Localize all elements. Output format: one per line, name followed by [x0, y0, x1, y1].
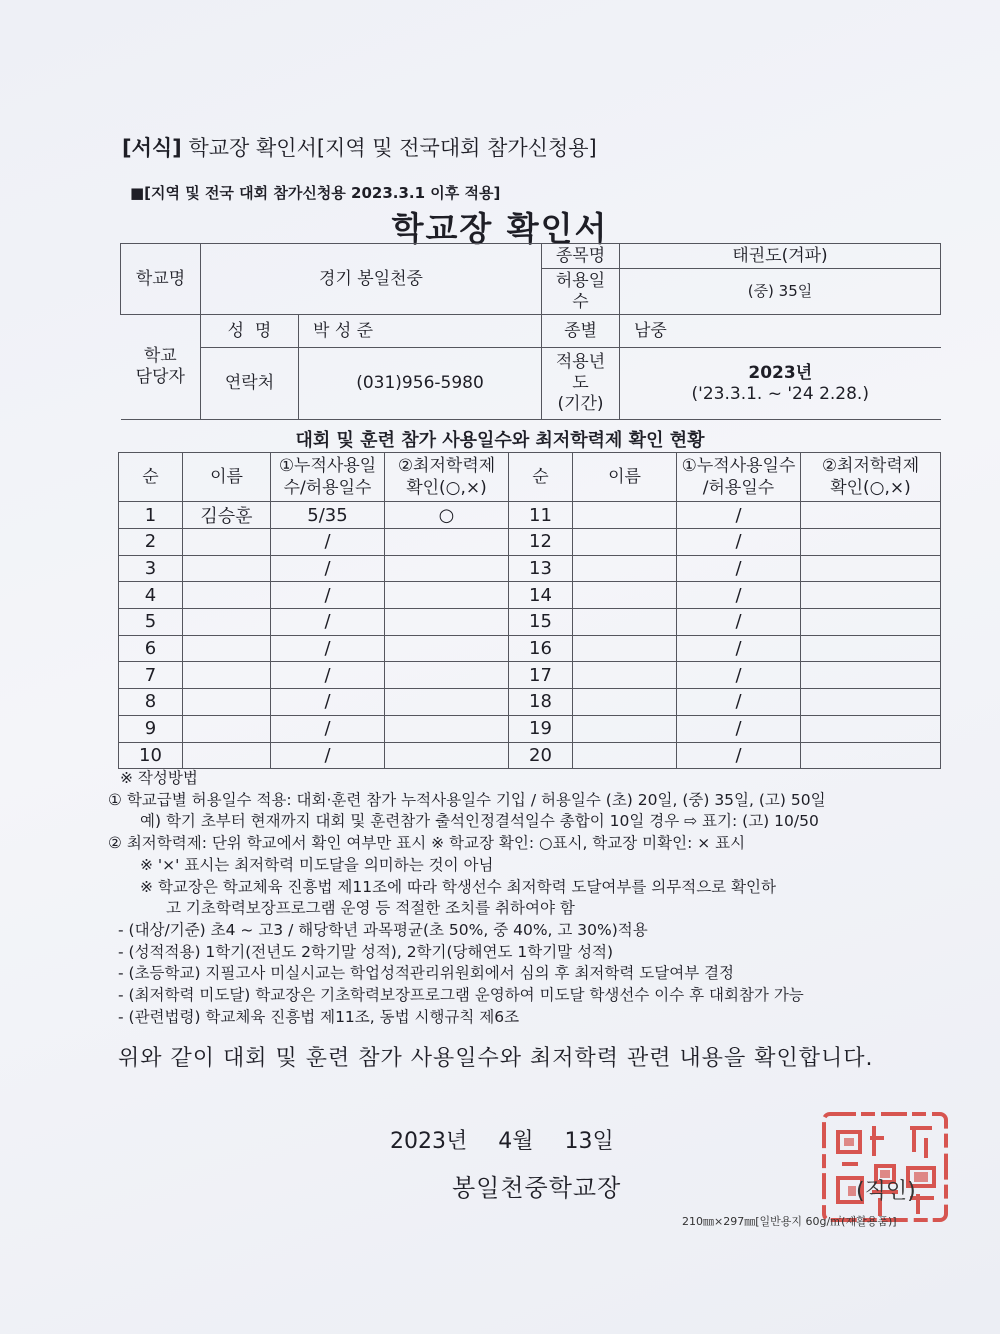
cell-days2: / — [677, 689, 801, 716]
cell-name — [183, 582, 271, 609]
form-title: [서식] 학교장 확인서[지역 및 전국대회 참가신청용] — [122, 136, 597, 160]
cell-days: / — [271, 529, 385, 556]
cell-check2 — [801, 502, 941, 529]
cell-no: 9 — [119, 715, 183, 742]
cell-days: / — [271, 635, 385, 662]
cell-no: 7 — [119, 662, 183, 689]
year-label: 적용년 도 (기간) — [542, 348, 620, 420]
school-name-label: 학교명 — [121, 244, 201, 315]
gender-value: 남중 — [620, 315, 941, 348]
name-value: 박 성 준 — [299, 315, 542, 348]
cell-no: 8 — [119, 689, 183, 716]
table-row — [119, 689, 941, 716]
cell-check2 — [801, 582, 941, 609]
note-line: 고 기초학력보장프로그램 운영 등 적절한 조치를 취하여야 함 — [166, 899, 575, 918]
cell-no: 4 — [119, 582, 183, 609]
cell-check2 — [801, 609, 941, 636]
cell-name2 — [573, 529, 677, 556]
cell-name — [183, 609, 271, 636]
cell-days: 5/35 — [271, 502, 385, 529]
cell-name2 — [573, 662, 677, 689]
note-line: ② 최저학력제: 단위 학교에서 확인 여부만 표시 ※ 학교장 확인: ○표시, 학교장 미확인: × 표시 — [108, 834, 746, 853]
table-row — [119, 555, 941, 582]
cell-check — [385, 689, 509, 716]
cell-check2 — [801, 715, 941, 742]
cell-name2 — [573, 689, 677, 716]
cell-days2: / — [677, 555, 801, 582]
cell-days: / — [271, 689, 385, 716]
cell-days2: / — [677, 529, 801, 556]
cell-no2: 20 — [509, 742, 573, 769]
official-seal-stamp — [818, 1108, 952, 1226]
note-line: ※ 학교장은 학교체육 진흥법 제11조에 따라 학생선수 최저학력 도달여부를 의무적으로 확인하 — [140, 877, 776, 896]
cell-check — [385, 555, 509, 582]
cell-name2 — [573, 555, 677, 582]
cell-check — [385, 609, 509, 636]
cell-days: / — [271, 742, 385, 769]
cell-no: 5 — [119, 609, 183, 636]
cell-days2: / — [677, 502, 801, 529]
note-line: ※ '×' 표시는 최저학력 미도달을 의미하는 것이 아님 — [140, 855, 494, 874]
cell-days: / — [271, 609, 385, 636]
cell-check2 — [801, 689, 941, 716]
cell-no2: 12 — [509, 529, 573, 556]
status-header-row — [119, 453, 941, 502]
cell-days2: / — [677, 582, 801, 609]
cell-check2 — [801, 555, 941, 582]
status-table-title: 대회 및 훈련 참가 사용일수와 최저학력제 확인 현황 — [295, 430, 705, 451]
cell-days: / — [271, 662, 385, 689]
note-line: - (관련법령) 학교체육 진흥법 제11조, 동법 시행규칙 제6조 — [118, 1007, 520, 1026]
cell-check2 — [801, 635, 941, 662]
cell-no: 2 — [119, 529, 183, 556]
cell-name2 — [573, 582, 677, 609]
cell-check — [385, 715, 509, 742]
seal-mark-label: (직인) — [856, 1179, 916, 1204]
note-line: - (대상/기준) 초4 ~ 고3 / 해당학년 과목평균(초 50%, 중 40%, 고 30%)적용 — [118, 920, 648, 939]
cell-days: / — [271, 582, 385, 609]
issue-date: 2023년 4월 13일 — [390, 1129, 614, 1154]
school-info-table — [120, 243, 941, 420]
cell-no2: 13 — [509, 555, 573, 582]
document-title: 학교장 확인서 — [391, 209, 609, 248]
cell-no2: 16 — [509, 635, 573, 662]
writing-instructions — [108, 768, 826, 1028]
table-row — [119, 742, 941, 769]
cell-no2: 18 — [509, 689, 573, 716]
allowed-days-value: (중) 35일 — [620, 269, 941, 315]
paper-spec: 210㎜×297㎜[일반용지 60g/㎡(재활용품)] — [682, 1215, 897, 1228]
allowed-days-label: 허용일수 — [542, 269, 620, 315]
table-row — [119, 635, 941, 662]
cell-name2 — [573, 502, 677, 529]
cell-no: 6 — [119, 635, 183, 662]
sport-label: 종목명 — [542, 244, 620, 269]
cell-name — [183, 715, 271, 742]
cell-days2: / — [677, 662, 801, 689]
cell-check — [385, 742, 509, 769]
cell-no2: 15 — [509, 609, 573, 636]
contact-value: (031)956-5980 — [299, 348, 542, 420]
header-days-2: ①누적사용일수 /허용일수 — [677, 453, 801, 502]
cell-name — [183, 662, 271, 689]
cell-days2: / — [677, 635, 801, 662]
gender-label: 종별 — [542, 315, 620, 348]
contact-label: 연락처 — [201, 348, 299, 420]
cell-name2 — [573, 715, 677, 742]
cell-check: ○ — [385, 502, 509, 529]
note-line: - (성적적용) 1학기(전년도 2학기말 성적), 2학기(당해연도 1학기말 성적) — [118, 942, 614, 961]
cell-name2 — [573, 742, 677, 769]
cell-no: 10 — [119, 742, 183, 769]
cell-days2: / — [677, 715, 801, 742]
note-line: - (초등학교) 지필고사 미실시교는 학업성적관리위원회에서 심의 후 최저학력 도달여부 결정 — [118, 964, 735, 983]
note-line: ① 학교급별 허용일수 적용: 대회·훈련 참가 누적사용일수 기입 / 허용일수 (초) 20일, (중) 35일, (고) 50일 — [108, 790, 826, 809]
table-row — [119, 715, 941, 742]
header-no-2: 순 — [509, 453, 573, 502]
cell-check2 — [801, 742, 941, 769]
cell-name — [183, 742, 271, 769]
note-line: - (최저학력 미도달) 학교장은 기초학력보장프로그램 운영하여 미도달 학생선수 이수 후 대회참가 가능 — [118, 986, 804, 1005]
header-name-2: 이름 — [573, 453, 677, 502]
school-name-value: 경기 봉일천중 — [201, 244, 542, 315]
cell-days2: / — [677, 609, 801, 636]
closing-statement: 위와 같이 대회 및 훈련 참가 사용일수와 최저학력 관련 내용을 확인합니다. — [118, 1046, 874, 1071]
table-row — [119, 529, 941, 556]
header-no: 순 — [119, 453, 183, 502]
cell-no2: 19 — [509, 715, 573, 742]
cell-name2 — [573, 635, 677, 662]
note-line: ※ 작성방법 — [120, 769, 198, 787]
cell-name — [183, 529, 271, 556]
cell-name — [183, 635, 271, 662]
cell-days: / — [271, 555, 385, 582]
header-check: ②최저학력제 확인(○,×) — [385, 453, 509, 502]
cell-no: 3 — [119, 555, 183, 582]
staff-label: 학교 담당자 — [121, 315, 201, 420]
sport-value: 태권도(겨파) — [620, 244, 941, 269]
cell-name — [183, 689, 271, 716]
table-row — [119, 502, 941, 529]
name-label: 성 명 — [201, 315, 299, 348]
cell-name — [183, 555, 271, 582]
header-days: ①누적사용일 수/허용일수 — [271, 453, 385, 502]
participation-status-table — [118, 452, 941, 769]
cell-no2: 14 — [509, 582, 573, 609]
cell-check — [385, 582, 509, 609]
year-value: 2023년 ('23.3.1. ~ '24 2.28.) — [620, 348, 941, 420]
form-subheader: ■[지역 및 전국 대회 참가신청용 2023.3.1 이후 적용] — [130, 184, 501, 202]
cell-no2: 17 — [509, 662, 573, 689]
cell-name2 — [573, 609, 677, 636]
cell-name: 김승훈 — [183, 502, 271, 529]
cell-check — [385, 635, 509, 662]
principal-signature: 봉일천중학교장 — [452, 1174, 622, 1202]
note-line: 예) 학기 초부터 현재까지 대회 및 훈련참가 출석인정결석일수 총합이 10일 경우 ⇨ 표기: (고) 10/50 — [140, 812, 819, 831]
cell-check — [385, 529, 509, 556]
cell-days2: / — [677, 742, 801, 769]
header-name: 이름 — [183, 453, 271, 502]
cell-no2: 11 — [509, 502, 573, 529]
cell-no: 1 — [119, 502, 183, 529]
header-check-2: ②최저학력제 확인(○,×) — [801, 453, 941, 502]
cell-days: / — [271, 715, 385, 742]
table-row — [119, 582, 941, 609]
cell-check2 — [801, 662, 941, 689]
cell-check — [385, 662, 509, 689]
table-row — [119, 662, 941, 689]
cell-check2 — [801, 529, 941, 556]
table-row — [119, 609, 941, 636]
